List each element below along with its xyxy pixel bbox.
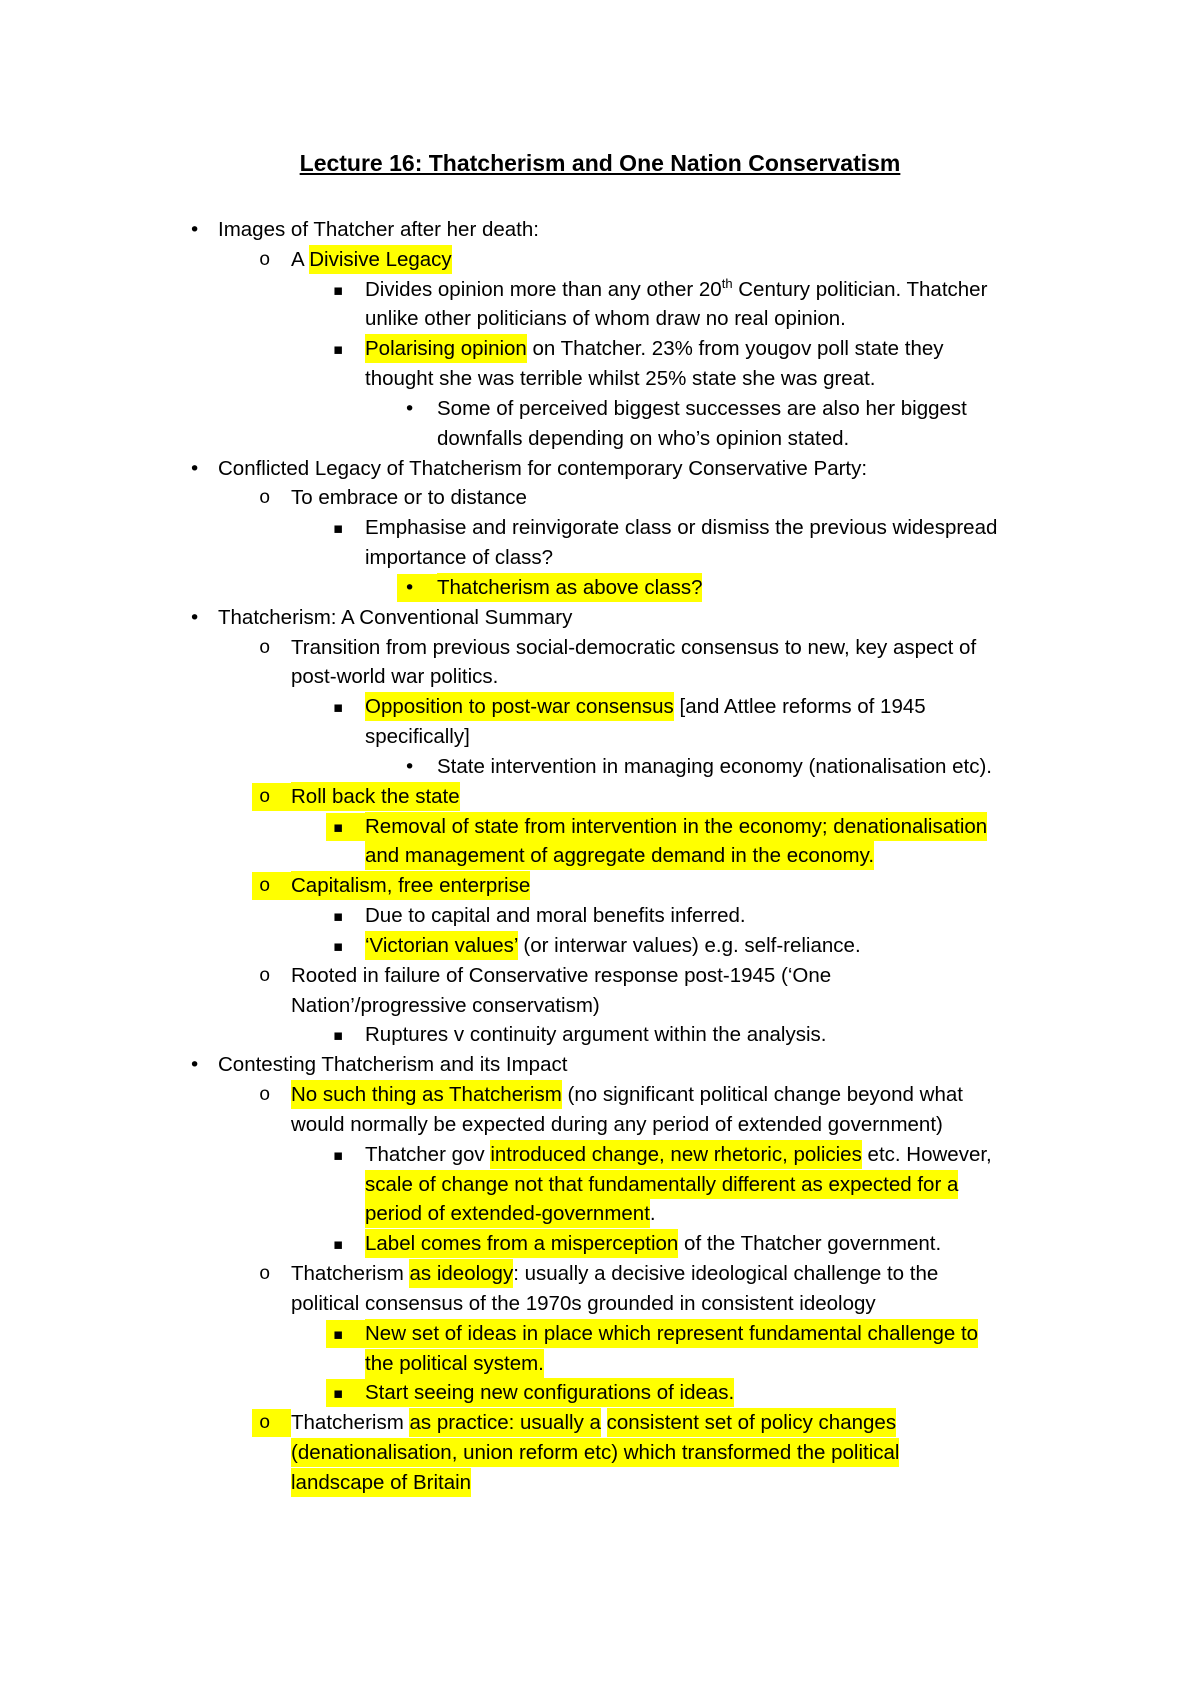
bullet-item-level-1 (189, 454, 868, 484)
bullet-marker-icon: ▪ (333, 698, 344, 717)
bullet-item-continuation (291, 1468, 471, 1498)
text-segment: (no significant political change beyond what (561, 1083, 963, 1107)
bullet-item-continuation (365, 1349, 544, 1379)
bullet-marker-icon: ▪ (333, 907, 344, 926)
highlighted-text: as ideology (409, 1259, 513, 1288)
text-segment: Due to capital and moral benefits inferred. (365, 904, 746, 928)
bullet-marker-icon: o (252, 783, 291, 811)
bullet-item-level-4 (404, 752, 992, 782)
bullet-item-level-2 (259, 1080, 963, 1110)
bullet-item-continuation (365, 1170, 958, 1200)
highlighted-text: Thatcherism as above class? (437, 573, 702, 602)
highlighted-text: as practice: usually a (409, 1408, 600, 1437)
bullet-item-level-1 (189, 215, 539, 245)
bullet-item-level-3 (333, 334, 944, 364)
bullet-marker-icon: • (189, 219, 201, 241)
text-segment: State intervention in managing economy (nationalisation etc). (437, 754, 992, 778)
highlighted-text: landscape of Britain (291, 1468, 471, 1497)
bullet-item-level-2 (259, 633, 977, 663)
bullet-item-continuation (365, 1199, 656, 1229)
text-segment: Divides opinion more than any other 20 (365, 277, 722, 301)
bullet-marker-icon: ▪ (333, 1026, 344, 1045)
bullet-item-level-1 (189, 603, 573, 633)
bullet-marker-icon: o (252, 872, 291, 900)
highlighted-text: New set of ideas in place which represent fundamental challenge to (365, 1319, 978, 1348)
text-segment: on Thatcher. 23% from yougov poll state they (526, 337, 944, 361)
bullet-item-level-3 (333, 812, 988, 842)
text-segment: Thatcherism (291, 1411, 410, 1435)
bullet-marker-icon: o (259, 1263, 271, 1286)
bullet-item-continuation (291, 1438, 899, 1468)
highlighted-text: Label comes from a misperception (365, 1229, 678, 1258)
bullet-item-continuation (291, 662, 498, 692)
text-segment: Ruptures v continuity argument within the analysis. (365, 1023, 827, 1047)
text-segment: specifically] (365, 725, 470, 749)
bullet-item-level-1 (189, 1050, 568, 1080)
bullet-item-continuation (365, 304, 846, 334)
highlighted-text: ‘Victorian values’ (365, 931, 518, 960)
highlighted-text: No such thing as Thatcherism (291, 1080, 562, 1109)
bullet-item-level-3 (333, 1229, 942, 1259)
bullet-item-continuation (365, 841, 874, 871)
bullet-marker-icon: ▪ (326, 1379, 365, 1407)
bullet-item-continuation (291, 1289, 876, 1319)
text-segment (601, 1411, 607, 1434)
bullet-item-level-2 (259, 871, 531, 901)
bullet-item-level-2 (259, 483, 527, 513)
text-segment: unlike other politicians of whom draw no real opinion. (365, 307, 846, 331)
bullet-item-continuation (291, 991, 600, 1021)
text-segment: thought she was terrible whilst 25% state she was great. (365, 367, 876, 391)
text-segment: To embrace or to distance (291, 486, 527, 510)
bullet-marker-icon: o (259, 964, 271, 987)
highlighted-text: Start seeing new configurations of ideas. (365, 1378, 734, 1407)
bullet-item-level-3 (333, 1319, 979, 1349)
bullet-item-level-2 (259, 1408, 897, 1438)
bullet-marker-icon: ▪ (326, 813, 365, 841)
bullet-item-level-3 (333, 513, 998, 543)
text-segment: Some of perceived biggest successes are also her biggest (437, 396, 967, 420)
bullet-item-level-3 (333, 931, 861, 961)
text-segment: A (291, 247, 310, 271)
text-segment: etc. However, (861, 1142, 992, 1166)
bullet-marker-icon: • (404, 397, 416, 420)
highlighted-text: scale of change not that fundamentally different as expected for a (365, 1170, 958, 1199)
highlighted-text: consistent set of policy changes (607, 1408, 896, 1437)
bullet-item-level-3 (333, 1378, 735, 1408)
text-segment: Images of Thatcher after her death: (218, 218, 539, 241)
bullet-item-continuation (365, 543, 553, 573)
text-segment: Century politician. Thatcher (732, 277, 988, 301)
text-segment: importance of class? (365, 546, 554, 570)
text-segment: Rooted in failure of Conservative response post-1945 (‘One (291, 963, 832, 987)
bullet-marker-icon: • (189, 457, 201, 480)
bullet-item-level-2 (259, 1259, 939, 1289)
bullet-marker-icon: ▪ (333, 1145, 344, 1164)
text-segment: Thatcherism (291, 1262, 410, 1286)
text-segment: Emphasise and reinvigorate class or dismiss the previous widespread (365, 516, 998, 540)
text-segment: of the Thatcher government. (678, 1232, 942, 1256)
bullet-item-continuation (291, 1110, 943, 1140)
text-segment: Nation’/progressive conservatism) (291, 993, 600, 1017)
bullet-marker-icon: ▪ (333, 519, 344, 538)
text-segment: . (649, 1202, 656, 1226)
bullet-marker-icon: ▪ (333, 936, 344, 955)
highlighted-text: Divisive Legacy (309, 245, 451, 274)
bullet-item-level-3 (333, 275, 988, 305)
bullet-marker-icon: • (189, 1054, 201, 1077)
text-segment: Contesting Thatcherism and its Impact (218, 1053, 568, 1077)
highlighted-text: Polarising opinion (365, 334, 527, 363)
text-segment: Transition from previous social-democratic consensus to new, key aspect of (291, 635, 977, 659)
bullet-item-level-3 (333, 1020, 827, 1050)
bullet-marker-icon: o (259, 487, 271, 510)
bullet-marker-icon: o (259, 1084, 271, 1107)
text-segment: political consensus of the 1970s grounded in consistent ideology (291, 1291, 876, 1315)
bullet-item-level-4 (404, 573, 703, 603)
bullet-item-level-4 (404, 394, 967, 424)
bullet-item-level-2 (259, 245, 452, 275)
bullet-marker-icon: ▪ (333, 340, 344, 359)
highlighted-text: period of extended-government (365, 1199, 650, 1228)
text-segment: post-world war politics. (291, 665, 499, 689)
highlighted-text: and management of aggregate demand in the economy. (365, 841, 874, 870)
bullet-item-continuation (437, 424, 849, 454)
bullet-marker-icon: ▪ (333, 280, 344, 299)
bullet-item-level-3 (333, 692, 926, 722)
bullet-marker-icon: • (397, 574, 437, 602)
text-segment: Conflicted Legacy of Thatcherism for contemporary Conservative Party: (218, 456, 868, 480)
bullet-marker-icon: • (189, 606, 201, 629)
page-title: Lecture 16: Thatcherism and One Nation Conservatism (299, 150, 901, 176)
highlighted-text: Opposition to post-war consensus (365, 692, 674, 721)
bullet-marker-icon: ▪ (326, 1320, 365, 1348)
bullet-item-level-3 (333, 1140, 992, 1170)
highlighted-text: Capitalism, free enterprise (291, 871, 530, 900)
text-segment: [and Attlee reforms of 1945 (673, 695, 926, 719)
bullet-item-level-2 (259, 782, 460, 812)
superscript-text: th (721, 275, 733, 291)
highlighted-text: Roll back the state (291, 782, 460, 811)
bullet-item-level-3 (333, 901, 746, 931)
text-segment: Thatcherism: A Conventional Summary (218, 605, 573, 629)
highlighted-text: the political system. (365, 1349, 544, 1378)
text-segment: : usually a decisive ideological challenge to the (513, 1262, 939, 1286)
highlighted-text: introduced change, new rhetoric, policies (490, 1140, 862, 1169)
bullet-item-continuation (365, 722, 470, 752)
bullet-item-continuation (365, 364, 876, 394)
highlighted-text: Removal of state from intervention in the economy; denationalisation (365, 812, 987, 841)
bullet-marker-icon: o (259, 636, 271, 659)
bullet-item-level-2 (259, 961, 832, 991)
bullet-marker-icon: o (259, 248, 271, 271)
text-segment: would normally be expected during any period of extended government) (291, 1112, 943, 1136)
bullet-marker-icon: ▪ (333, 1235, 344, 1254)
text-segment: downfalls depending on who’s opinion stated. (437, 426, 850, 450)
highlighted-text: (denationalisation, union reform etc) which transformed the political (291, 1438, 899, 1467)
bullet-marker-icon: o (252, 1409, 291, 1437)
text-segment: Thatcher gov (365, 1142, 491, 1166)
text-segment: (or interwar values) e.g. self-reliance. (517, 933, 861, 957)
bullet-marker-icon: • (404, 755, 416, 778)
